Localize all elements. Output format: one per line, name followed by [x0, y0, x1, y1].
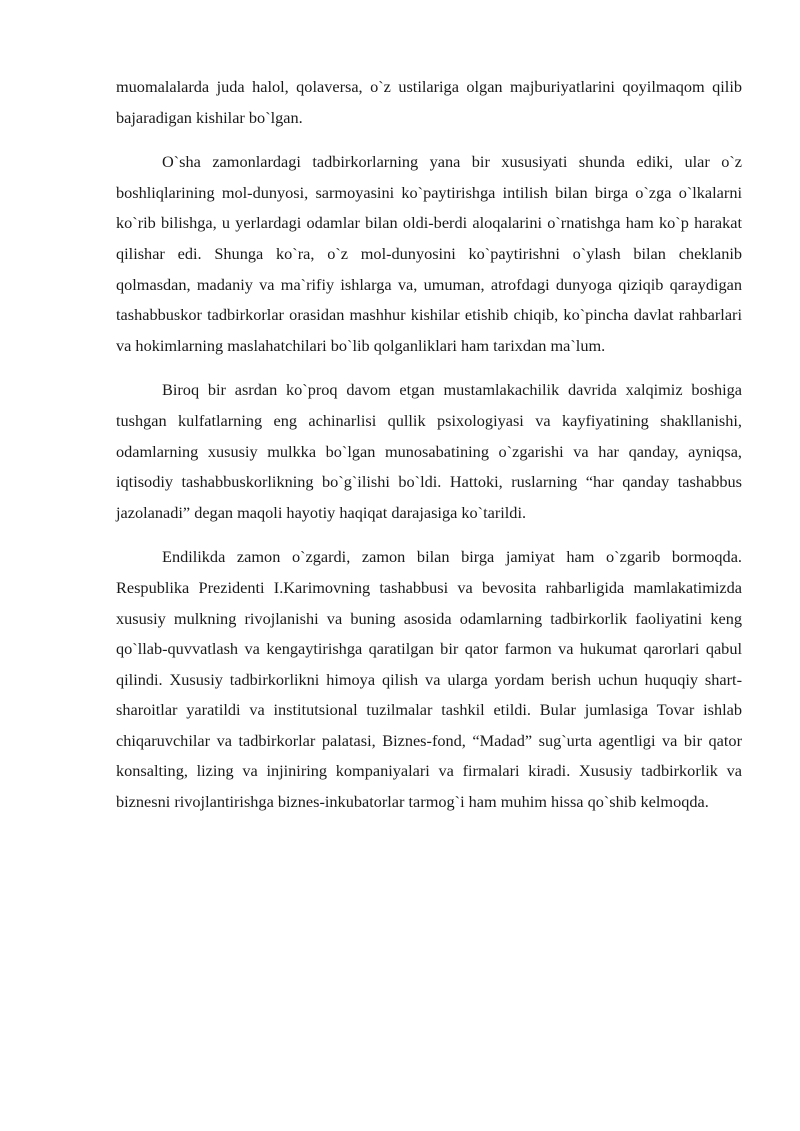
paragraph: Endilikda zamon o`zgardi, zamon bilan birga jamiyat ham o`zgarib bormoqda. Respublika Prezidenti I.Karimovning tashabbusi va bevosita rahbarligida mamlakatimizda xususiy mulkning rivojlanishi va buning asosida odamlarning tadbirkorlik faoliyatini keng qo`llab-quvvatlash va kengaytirishga qaratilgan bir qator farmon va hukumat qarorlari qabul qilindi. Xususiy tadbirkorlikni himoya qilish va ularga yordam berish uchun huquqiy shart-sharoitlar yaratildi va institutsional tuzilmalar tashkil etildi. Bular jumlasiga Tovar ishlab chiqaruvchilar va tadbirkorlar palatasi, Biznes-fond, “Madad” sug`urta agentligi va bir qator konsalting, lizing va injiniring kompaniyalari va firmalari kiradi. Xususiy tadbirkorlik va biznesni rivojlantirishga biznes-inkubatorlar tarmog`i ham muhim hissa qo`shib kelmoqda. — [116, 547, 742, 812]
document-body — [116, 72, 742, 832]
paragraph: Biroq bir asrdan ko`proq davom etgan mustamlakachilik davrida xalqimiz boshiga tushgan kulfatlarning eng achinarlisi qullik psixologiyasi va kayfiyatining shakllanishi, odamlarning xususiy mulkka bo`lgan munosabatining o`zgarishi va har qanday, ayniqsa, iqtisodiy tashabbuskorlikning bo`g`ilishi bo`ldi. Hattoki, ruslarning “har qanday tashabbus jazolanadi” degan maqoli hayotiy haqiqat darajasiga ko`tarildi. — [116, 380, 742, 522]
paragraph-continuation: muomalalarda juda halol, qolaversa, o`z ustilariga olgan majburiyatlarini qoyilmaqom qilib bajaradigan kishilar bo`lgan. — [116, 77, 742, 127]
paragraph: O`sha zamonlardagi tadbirkorlarning yana bir xususiyati shunda ediki, ular o`z boshliqlarining mol-dunyosi, sarmoyasini ko`paytirishga intilish bilan birga o`zga o`lkalarni ko`rib bilishga, u yerlardagi odamlar bilan oldi-berdi aloqalarini o`rnatishga ham ko`p harakat qilishar edi. Shunga ko`ra, o`z mol-dunyosini ko`paytirishni o`ylash bilan cheklanib qolmasdan, madaniy va ma`rifiy ishlarga va, umuman, atrofdagi dunyoga qiziqib qaraydigan tashabbuskor tadbirkorlar orasidan mashhur kishilar etishib chiqib, ko`pincha davlat rahbarlari va hokimlarning maslahatchilari bo`lib qolganliklari ham tarixdan ma`lum. — [116, 152, 742, 355]
